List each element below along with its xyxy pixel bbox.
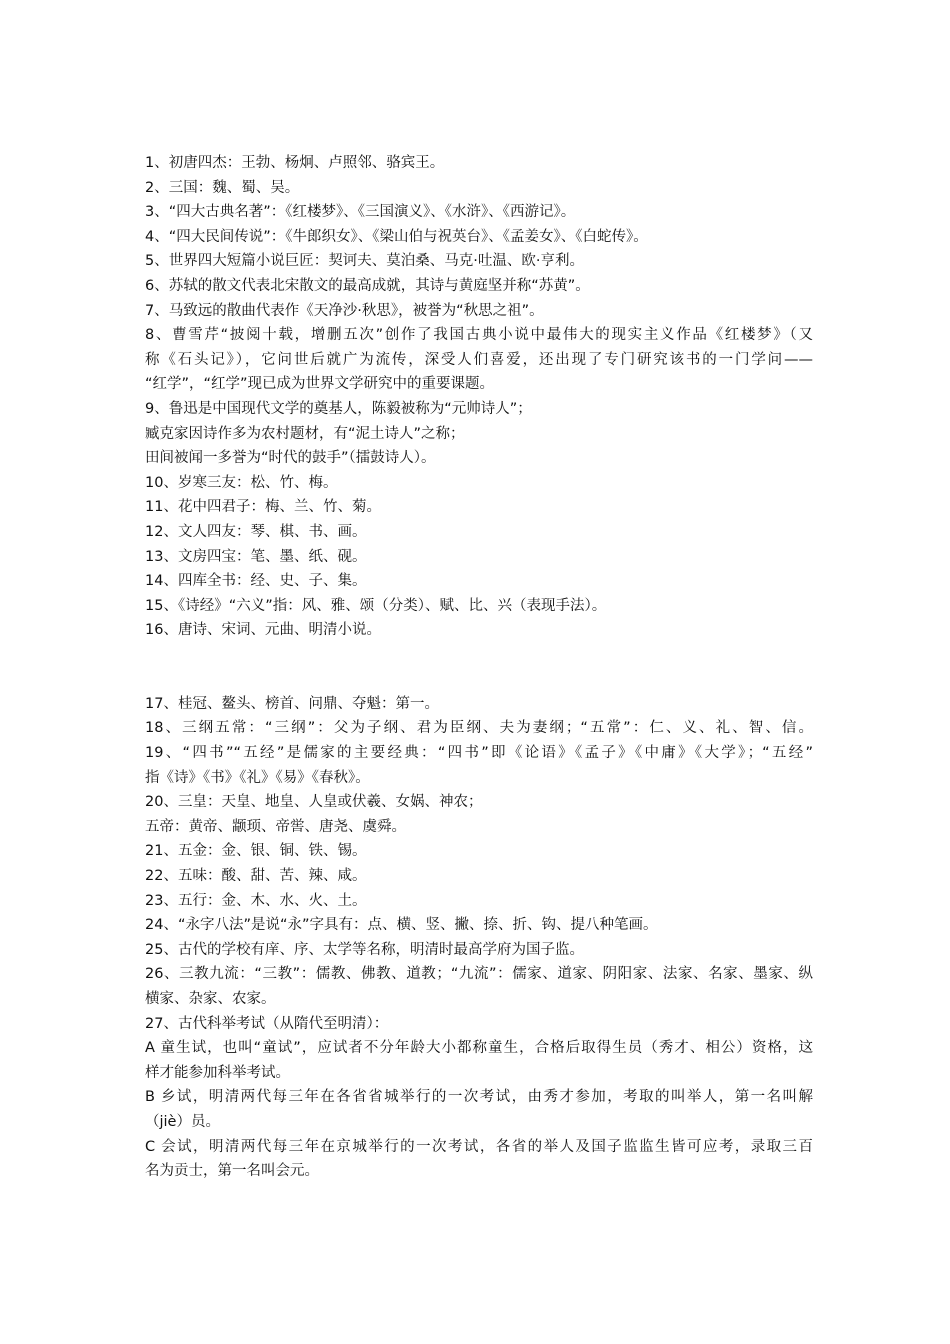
text-line: 3、“四大古典名著”：《红楼梦》、《三国演义》、《水浒》、《西游记》。 <box>145 204 576 221</box>
section-2 <box>145 692 813 1184</box>
text-line: 样才能参加科举考试。 <box>145 1064 290 1081</box>
text-line: 16、唐诗、宋词、元曲、明清小说。 <box>145 622 381 639</box>
text-line: 9、鲁迅是中国现代文学的奠基人，陈毅被称为“元帅诗人”； <box>145 400 532 417</box>
text-line: 23、五行：金、木、水、火、土。 <box>145 892 367 909</box>
document-body <box>145 151 813 1184</box>
text-line: 15、《诗经》“六义”指：风、雅、颂（分类）、赋、比、兴（表现手法）。 <box>145 597 607 614</box>
text-line: 10、岁寒三友：松、竹、梅。 <box>145 474 338 491</box>
section-1 <box>145 151 813 643</box>
text-line: （jiè）员。 <box>145 1113 220 1130</box>
text-line: 17、桂冠、鳌头、榜首、问鼎、夺魁：第一。 <box>145 695 439 712</box>
text-line: 名为贡士，第一名叫会元。 <box>145 1163 319 1180</box>
text-line: 19、“四书”“五经”是儒家的主要经典：“四书”即《论语》《孟子》《中庸》《大学》；“五经” <box>145 745 813 762</box>
text-line: 22、五味：酸、甜、苦、辣、咸。 <box>145 868 367 885</box>
text-line: 14、四库全书：经、史、子、集。 <box>145 573 367 590</box>
text-line: 27、古代科举考试（从隋代至明清）： <box>145 1015 389 1032</box>
text-line: 12、文人四友：琴、棋、书、画。 <box>145 523 367 540</box>
text-line: C 会试，明清两代每三年在京城举行的一次考试，各省的举人及国子监监生皆可应考，录取三百 <box>145 1138 813 1155</box>
text-line: 25、古代的学校有庠、序、太学等名称，明清时最高学府为国子监。 <box>145 941 584 958</box>
text-line: “红学”，“红学”现已成为世界文学研究中的重要课题。 <box>145 376 495 393</box>
text-line: 26、三教九流：“三教”：儒教、佛教、道教；“九流”：儒家、道家、阴阳家、法家、名家、墨家、纵 <box>145 966 813 983</box>
section-gap <box>145 643 813 692</box>
text-line: 18、三纲五常：“三纲”：父为子纲、君为臣纲、夫为妻纲；“五常”：仁、义、礼、智、信。 <box>145 720 813 737</box>
text-line: 指《诗》《书》《礼》《易》《春秋》。 <box>145 769 370 786</box>
text-line: 6、苏轼的散文代表北宋散文的最高成就，其诗与黄庭坚并称“苏黄”。 <box>145 277 590 294</box>
text-line: 田间被闻一多誉为“时代的鼓手”（擂鼓诗人）。 <box>145 450 436 467</box>
text-line: B 乡试，明清两代每三年在各省省城举行的一次考试，由秀才参加，考取的叫举人，第一名叫解 <box>145 1089 813 1106</box>
text-line: 2、三国：魏、蜀、吴。 <box>145 179 300 196</box>
text-line: 20、三皇：天皇、地皇、人皇或伏羲、女娲、神农； <box>145 794 483 811</box>
text-line: 1、初唐四杰：王勃、杨炯、卢照邻、骆宾王。 <box>145 155 445 171</box>
text-line: A 童生试，也叫“童试”，应试者不分年龄大小都称童生，合格后取得生员（秀才、相公）资格，这 <box>145 1040 813 1057</box>
text-line: 臧克家因诗作多为农村题材，有“泥土诗人”之称； <box>145 425 465 442</box>
text-line: 13、文房四宝：笔、墨、纸、砚。 <box>145 548 367 565</box>
text-line: 8、曹雪芹“披阅十载，增删五次”创作了我国古典小说中最伟大的现实主义作品《红楼梦》（又 <box>145 327 813 344</box>
text-line: 21、五金：金、银、铜、铁、锡。 <box>145 843 367 860</box>
text-line: 7、马致远的散曲代表作《天净沙·秋思》，被誉为“秋思之祖”。 <box>145 302 544 319</box>
text-line: 24、“永字八法”是说“永”字具有：点、横、竖、撇、捺、折、钩、提八种笔画。 <box>145 917 658 934</box>
text-line: 5、世界四大短篇小说巨匠：契诃夫、莫泊桑、马克·吐温、欧·亨利。 <box>145 253 584 270</box>
text-line: 称《石头记》），它问世后就广为流传，深受人们喜爱，还出现了专门研究该书的一门学问—— <box>145 351 813 368</box>
text-line: 五帝：黄帝、颛顼、帝喾、唐尧、虞舜。 <box>145 818 406 835</box>
text-line: 4、“四大民间传说”：《牛郎织女》、《梁山伯与祝英台》、《孟姜女》、《白蛇传》。 <box>145 228 648 245</box>
text-line: 横家、杂家、农家。 <box>145 991 276 1007</box>
text-line: 11、花中四君子：梅、兰、竹、菊。 <box>145 499 381 516</box>
